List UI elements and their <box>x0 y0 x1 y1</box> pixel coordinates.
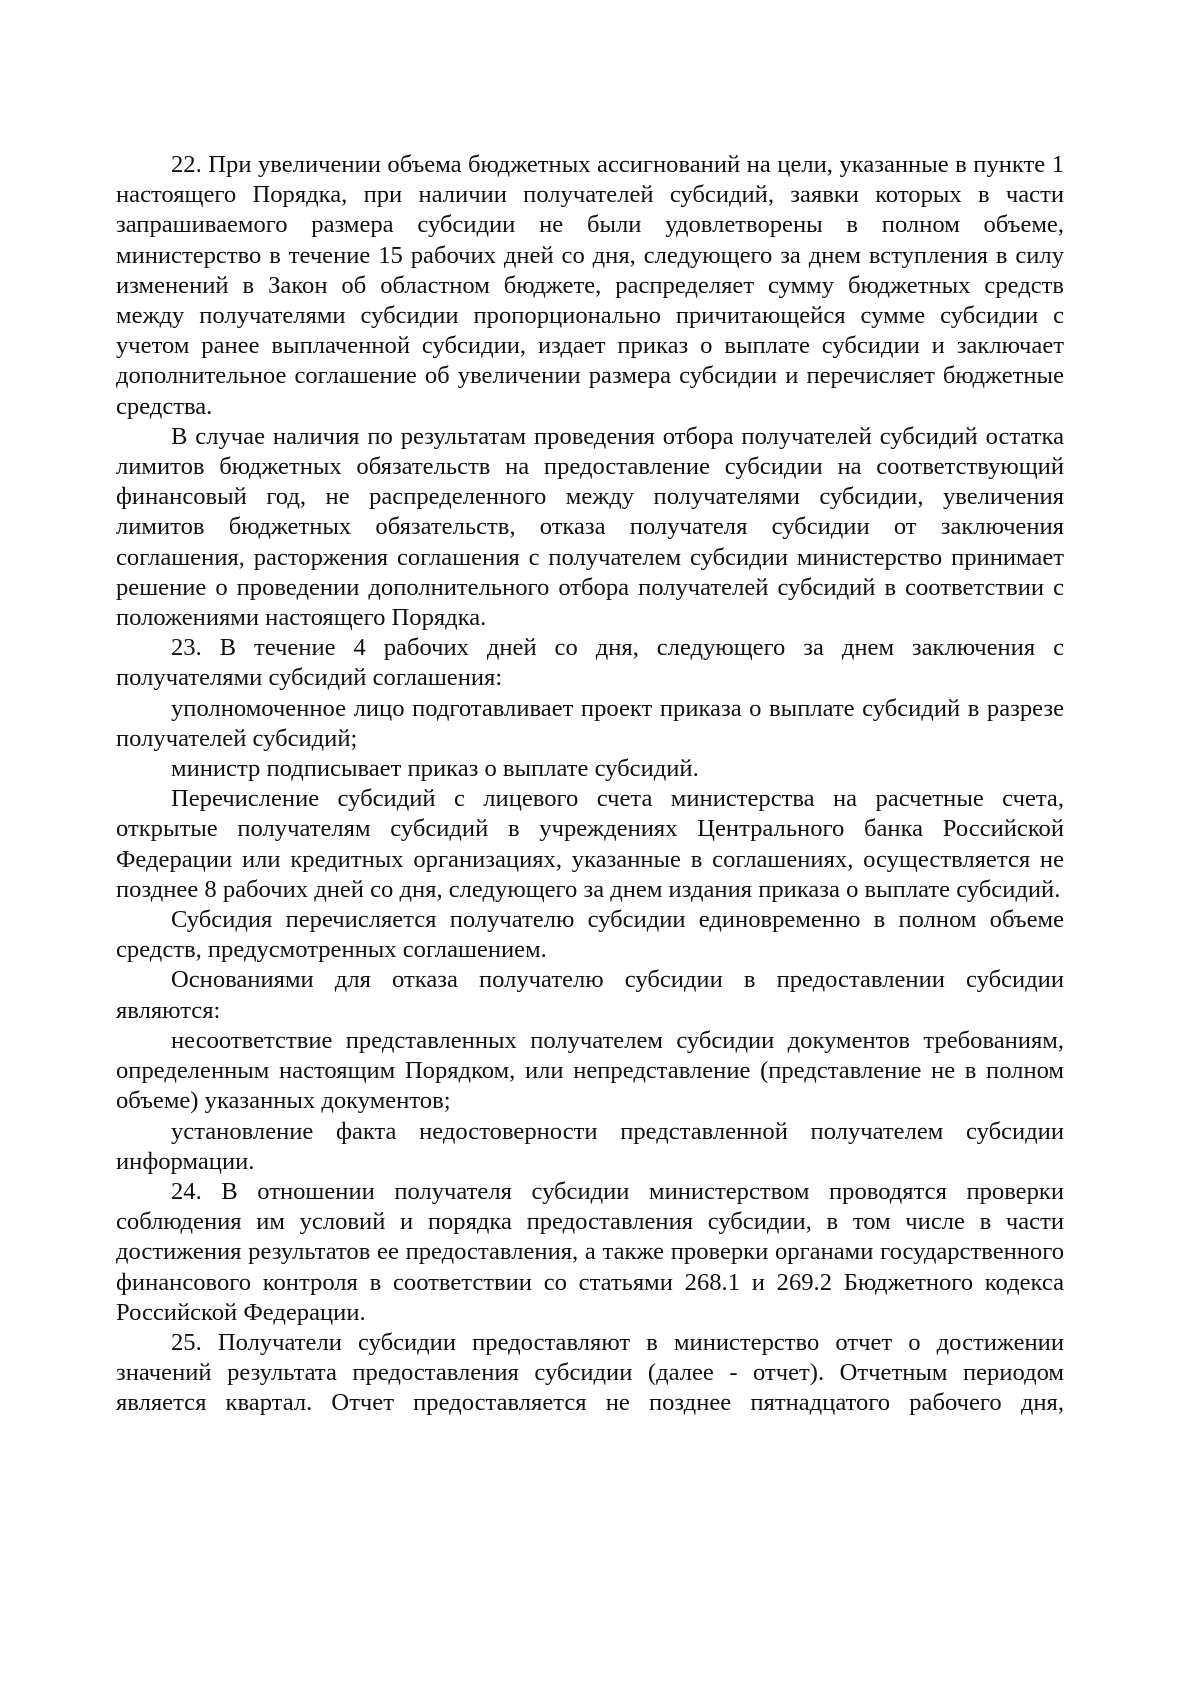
paragraph-refusal-grounds: Основаниями для отказа получателю субсидии в предоставлении субсидии являются: <box>116 966 1064 1024</box>
paragraph-22: 22. При увеличении объема бюджетных ассигнований на цели, указанные в пункте 1 настоящего Порядка, при наличии получателей субсидий, заявки которых в части запрашиваемого размера субсидии не были удовлетворены в полном объеме, министерство в течение 15 рабочих дней со дня, следующего за днем вступления в силу изменений в Закон об областном бюджете, распределяет сумму бюджетных средств между получателями субсидии пропорционально причитающейся сумме субсидии с учетом ранее выплаченной субсидии, издает приказ о выплате субсидии и заключает дополнительное соглашение об увеличении размера субсидии и перечисляет бюджетные средства. <box>116 151 1064 420</box>
paragraph-lump-sum: Субсидия перечисляется получателю субсидии единовременно в полном объеме средств, предусмотренных соглашением. <box>116 906 1064 964</box>
paragraph-23: 23. В течение 4 рабочих дней со дня, следующего за днем заключения с получателями субсидий соглашения: <box>116 634 1064 692</box>
paragraph-false-info: установление факта недостоверности представленной получателем субсидии информации. <box>116 1117 1064 1175</box>
paragraph-minister-signs: министр подписывает приказ о выплате субсидий. <box>171 755 699 783</box>
paragraph-24: 24. В отношении получателя субсидии министерством проводятся проверки соблюдения им условий и порядка предоставления субсидии, в том числе в части достижения результатов ее предоставления, а также проверки органами государственного финансового контроля в соответствии со статьями 268.1 и 269.2 Бюджетного кодекса Российской Федерации. <box>116 1177 1064 1326</box>
paragraph-additional-selection: В случае наличия по результатам проведения отбора получателей субсидий остатка лимитов бюджетных обязательств на предоставление субсидии на соответствующий финансовый год, не распределенного между получателями субсидии, увеличения лимитов бюджетных обязательств, отказа получателя субсидии от заключения соглашения, расторжения соглашения с получателем субсидии министерство принимает решение о проведении дополнительного отбора получателей субсидий в соответствии с положениями настоящего Порядка. <box>116 422 1064 632</box>
paragraph-authorized-person: уполномоченное лицо подготавливает проект приказа о выплате субсидий в разрезе получателей субсидий; <box>116 694 1064 752</box>
paragraph-noncompliance: несоответствие представленных получателем субсидии документов требованиям, определенным настоящим Порядком, или непредставление (представление не в полном объеме) указанных документов; <box>116 1026 1064 1115</box>
document-page <box>116 150 1064 1419</box>
paragraph-transfer: Перечисление субсидий с лицевого счета министерства на расчетные счета, открытые получателям субсидий в учреждениях Центрального банка Российской Федерации или кредитных организациях, указанные в соглашениях, осуществляется не позднее 8 рабочих дней со дня, следующего за днем издания приказа о выплате субсидий. <box>116 785 1064 903</box>
paragraph-25: 25. Получатели субсидии предоставляют в министерство отчет о достижении значений результата предоставления субсидии (далее - отчет). Отчетным периодом является квартал. Отчет предоставляется не позднее пятнадцатого рабочего дня, <box>116 1328 1064 1417</box>
